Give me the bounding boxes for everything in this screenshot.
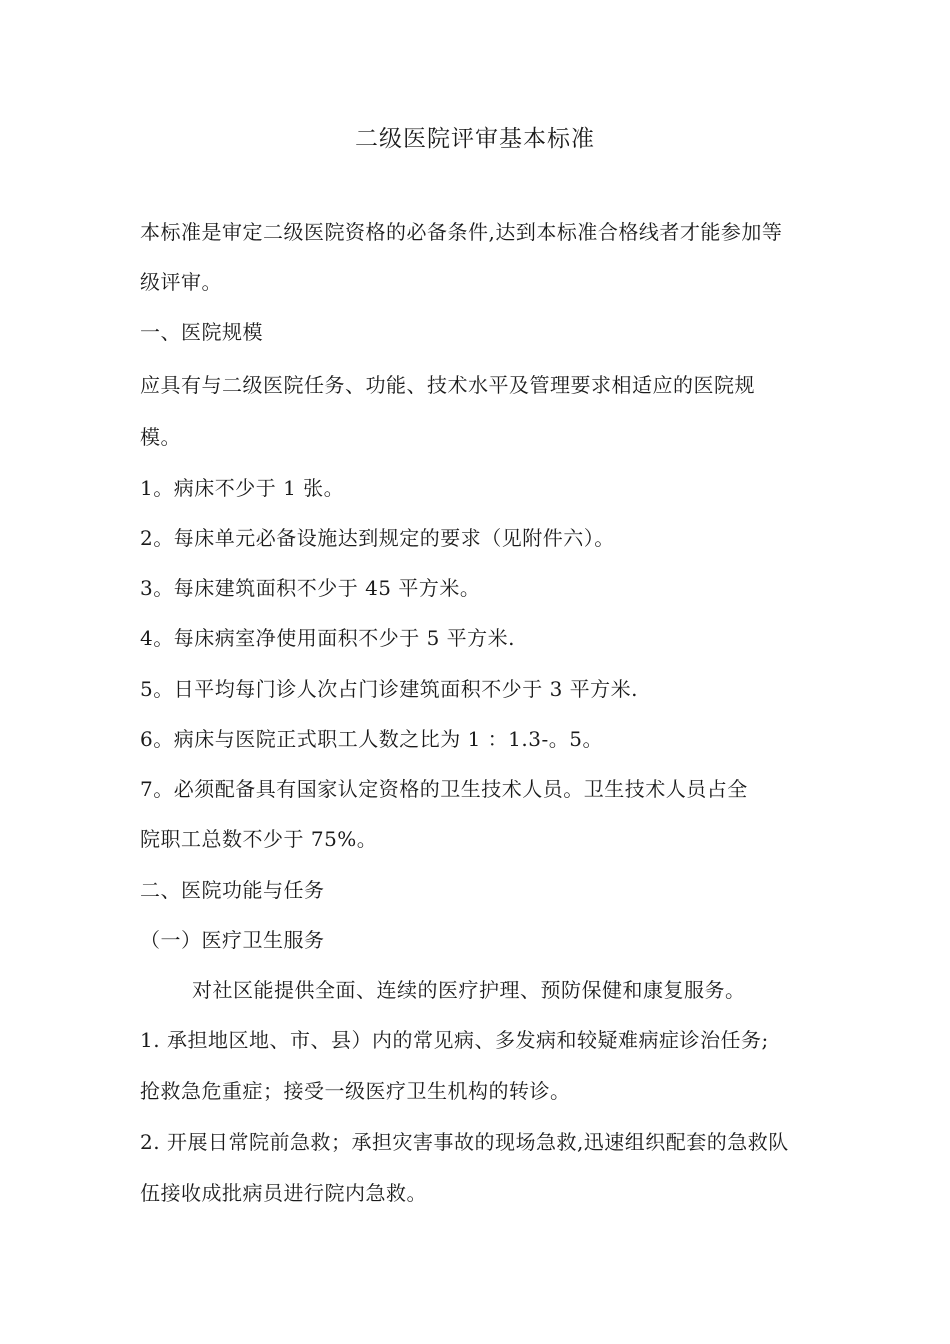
numbered-item-2-line-2: 伍接收成批病员进行院内急救。 [140,1181,427,1205]
list-item-7-line-2: 院职工总数不少于 75%。 [140,827,378,851]
numbered-item-2-line-1: 2. 开展日常院前急救；承担灾害事故的现场急救,迅速组织配套的急救队 [140,1130,789,1154]
list-item-5: 5。日平均每门诊人次占门诊建筑面积不少于 3 平方米. [140,677,639,701]
numbered-item-1-line-2: 抢救急危重症；接受一级医疗卫生机构的转诊。 [140,1079,571,1103]
paragraph-scale-line-1: 应具有与二级医院任务、功能、技术水平及管理要求相适应的医院规 [140,373,755,397]
list-item-3: 3。每床建筑面积不少于 45 平方米。 [140,576,481,600]
subsection-heading-medical-service: （一）医疗卫生服务 [140,928,325,952]
document-title: 二级医院评审基本标准 [355,126,595,152]
section-heading-functions: 二、医院功能与任务 [140,878,325,902]
paragraph-intro-line-2: 级评审。 [140,270,222,294]
list-item-2: 2。每床单元必备设施达到规定的要求（见附件六）。 [140,526,615,550]
paragraph-intro-line-1: 本标准是审定二级医院资格的必备条件,达到本标准合格线者才能参加等 [140,220,783,244]
list-item-1: 1。病床不少于 1 张。 [140,476,345,500]
list-item-7-line-1: 7。必须配备具有国家认定资格的卫生技术人员。卫生技术人员占全 [140,777,748,801]
numbered-item-1-line-1: 1. 承担地区地、市、县）内的常见病、多发病和较疑难病症诊治任务; [140,1028,769,1052]
list-item-6: 6。病床与医院正式职工人数之比为 1 ：1.3-。5。 [140,727,603,751]
section-heading-scale: 一、医院规模 [140,320,263,344]
paragraph-scale-line-2: 模。 [140,425,181,449]
list-item-4: 4。每床病室净使用面积不少于 5 平方米. [140,626,516,650]
paragraph-community-service: 对社区能提供全面、连续的医疗护理、预防保健和康复服务。 [192,978,746,1002]
